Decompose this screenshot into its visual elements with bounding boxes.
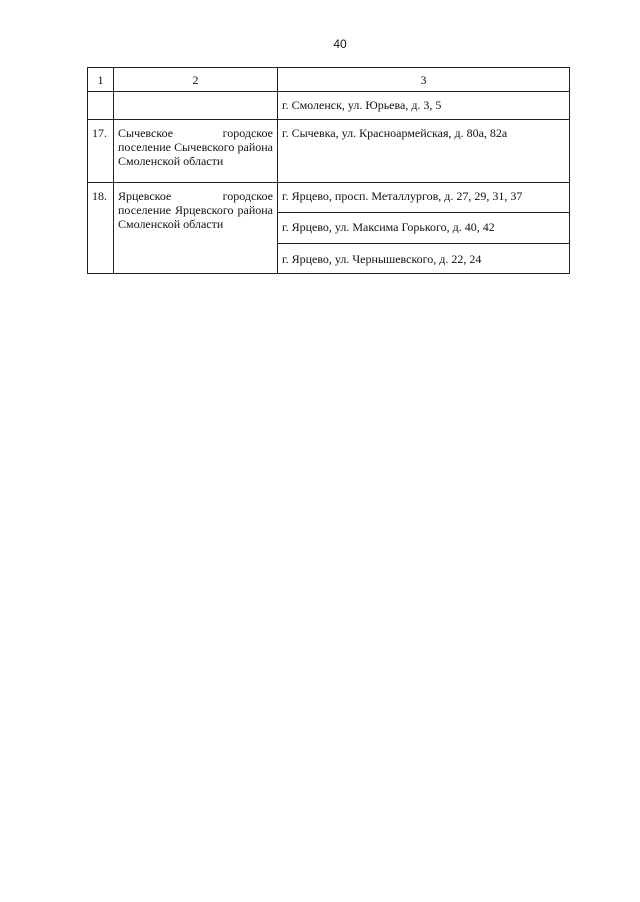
row-number [88,92,114,120]
address-cell: г. Ярцево, ул. Чернышевского, д. 22, 24 [278,244,570,274]
address-cell: г. Ярцево, просп. Металлургов, д. 27, 29, 31, 37 [278,183,570,213]
row-number: 18. [88,183,114,274]
table-row-continuation [88,92,570,120]
header-cell-3: 3 [278,68,570,92]
settlement-name [114,92,278,120]
table-row-17 [88,120,570,183]
address-cell: г. Ярцево, ул. Максима Горького, д. 40, 42 [278,213,570,244]
table-row-18 [88,183,570,213]
address-cell: г. Сычевка, ул. Красноармейская, д. 80а, 82а [278,120,570,183]
row-number: 17. [88,120,114,183]
settlement-name: Ярцевское городское поселение Ярцевского района Смоленской области [114,183,278,274]
page-number: 40 [333,37,347,51]
address-cell: г. Смоленск, ул. Юрьева, д. 3, 5 [278,92,570,120]
header-cell-2: 2 [114,68,278,92]
header-cell-1: 1 [88,68,114,92]
table-header-row [88,68,570,92]
addresses-table [87,67,570,274]
settlement-name: Сычевское городское поселение Сычевского района Смоленской области [114,120,278,183]
